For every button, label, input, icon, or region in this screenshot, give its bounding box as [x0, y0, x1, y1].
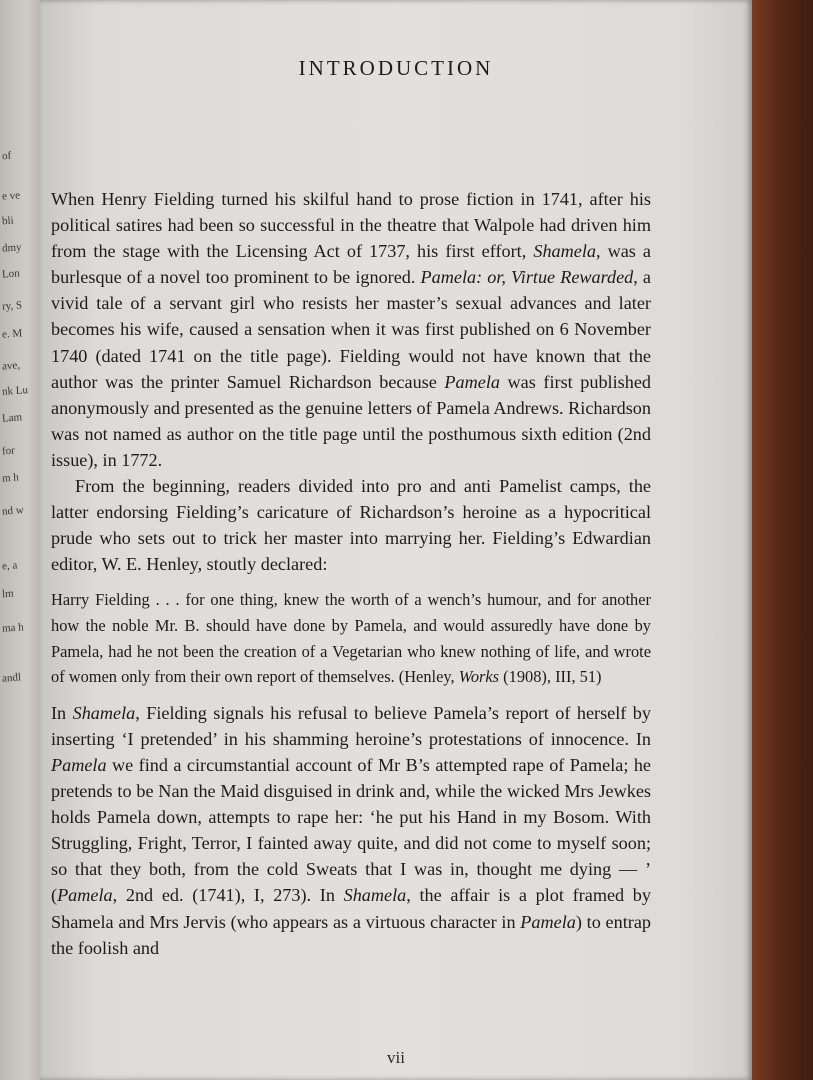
facing-page-fragment: ry, S [1, 299, 23, 313]
facing-page-fragment: e ve [1, 189, 21, 203]
facing-page-fragment: Lam [1, 411, 23, 425]
show-through-text [260, 0, 730, 40]
facing-page-fragment: for [1, 444, 16, 458]
facing-page-fragment: ma h [1, 621, 25, 635]
title-shamela: Shamela [533, 241, 596, 262]
facing-page-fragment: Lon [1, 267, 21, 281]
facing-page-fragment: e, a [1, 559, 18, 573]
title-works: Works [458, 667, 500, 687]
page-number: vii [387, 1048, 405, 1067]
page-body [51, 186, 651, 961]
title-pamela: Pamela [444, 371, 500, 392]
facing-page-fragment: ave, [1, 359, 21, 373]
paragraph-3: In Shamela, Fielding signals his refusal to believe Pamela’s report of herself by inserting ‘I pretended’ in his shamming heroine’s protestations of innocence. In Pamela we find a circumstantial account of Mr B’s attempted rape of Pamela; he pretends to be Nan the Maid disguised in drink and, while the wicked Mrs Jewkes holds Pamela down, attempts to rape her: ‘he put his Hand in my Bosom. With Struggling, Fright, Terror, I fainted away quite, and did not come to myself soon; so that they both, from the cold Sweats that I was in, thought me dying — ’ (Pamela, 2nd ed. (1741), I, 273). In Shamela, the affair is a plot framed by Shamela and Mrs Jervis (who appears as a virtuous character in Pamela) to entrap the foolish and [51, 702, 651, 958]
page-title: INTRODUCTION [298, 56, 494, 80]
paragraph-1: When Henry Fielding turned his skilful hand to prose fiction in 1741, after his political satires had been so successful in the theatre that Walpole had driven him from the stage with the Licensing Act of 1737, his first effort, Shamela, was a burlesque of a novel too prominent to be ignored. Pamela: or, Virtue Rewarded, a vivid tale of a servant girl who resists her master’s sexual advances and later becomes his wife, caused a sensation when it was first published on 6 November 1740 (dated 1741 on the title page). Fielding would not have known that the author was the printer Samuel Richardson because Pamela was first published anonymously and presented as the genuine letters of Pamela Andrews. Richardson was not named as author on the title page until the posthumous sixth edition (2nd issue), in 1772. [51, 189, 651, 470]
facing-page-fragment: e. M [1, 327, 23, 341]
facing-page-edge [0, 0, 44, 1080]
facing-page-fragment: nk Lu [1, 384, 29, 398]
facing-page-fragment: lm [1, 587, 15, 601]
background-edge [751, 0, 813, 1080]
facing-page-fragment: bli [1, 214, 15, 228]
block-quote: Harry Fielding . . . for one thing, knew the worth of a wench’s humour, and for another how the noble Mr. B. should have done by Pamela, and would assuredly have done by Pamela, had he not been the creation of a Vegetarian who knew nothing of life, and wrote of women only from their own report of themselves. (Henley, Works (1908), III, 51) [51, 590, 651, 687]
title-pamela-virtue-rewarded: Pamela: or, Virtue Rewarded [420, 267, 634, 288]
facing-page-fragment: dmy [1, 241, 22, 255]
facing-page-fragment: of [1, 149, 12, 163]
facing-page-fragment: nd w [1, 504, 25, 518]
book-page [40, 0, 752, 1080]
facing-page-fragment: andl [1, 671, 22, 685]
paragraph-2: From the beginning, readers divided into pro and anti Pamelist camps, the latter endorsing Fielding’s caricature of Richardson’s heroine as a hypocritical prude who sets out to trick her master into marrying her. Fielding’s Edwardian editor, W. E. Henley, stoutly declared: [51, 476, 651, 575]
facing-page-fragment: m h [1, 471, 20, 485]
